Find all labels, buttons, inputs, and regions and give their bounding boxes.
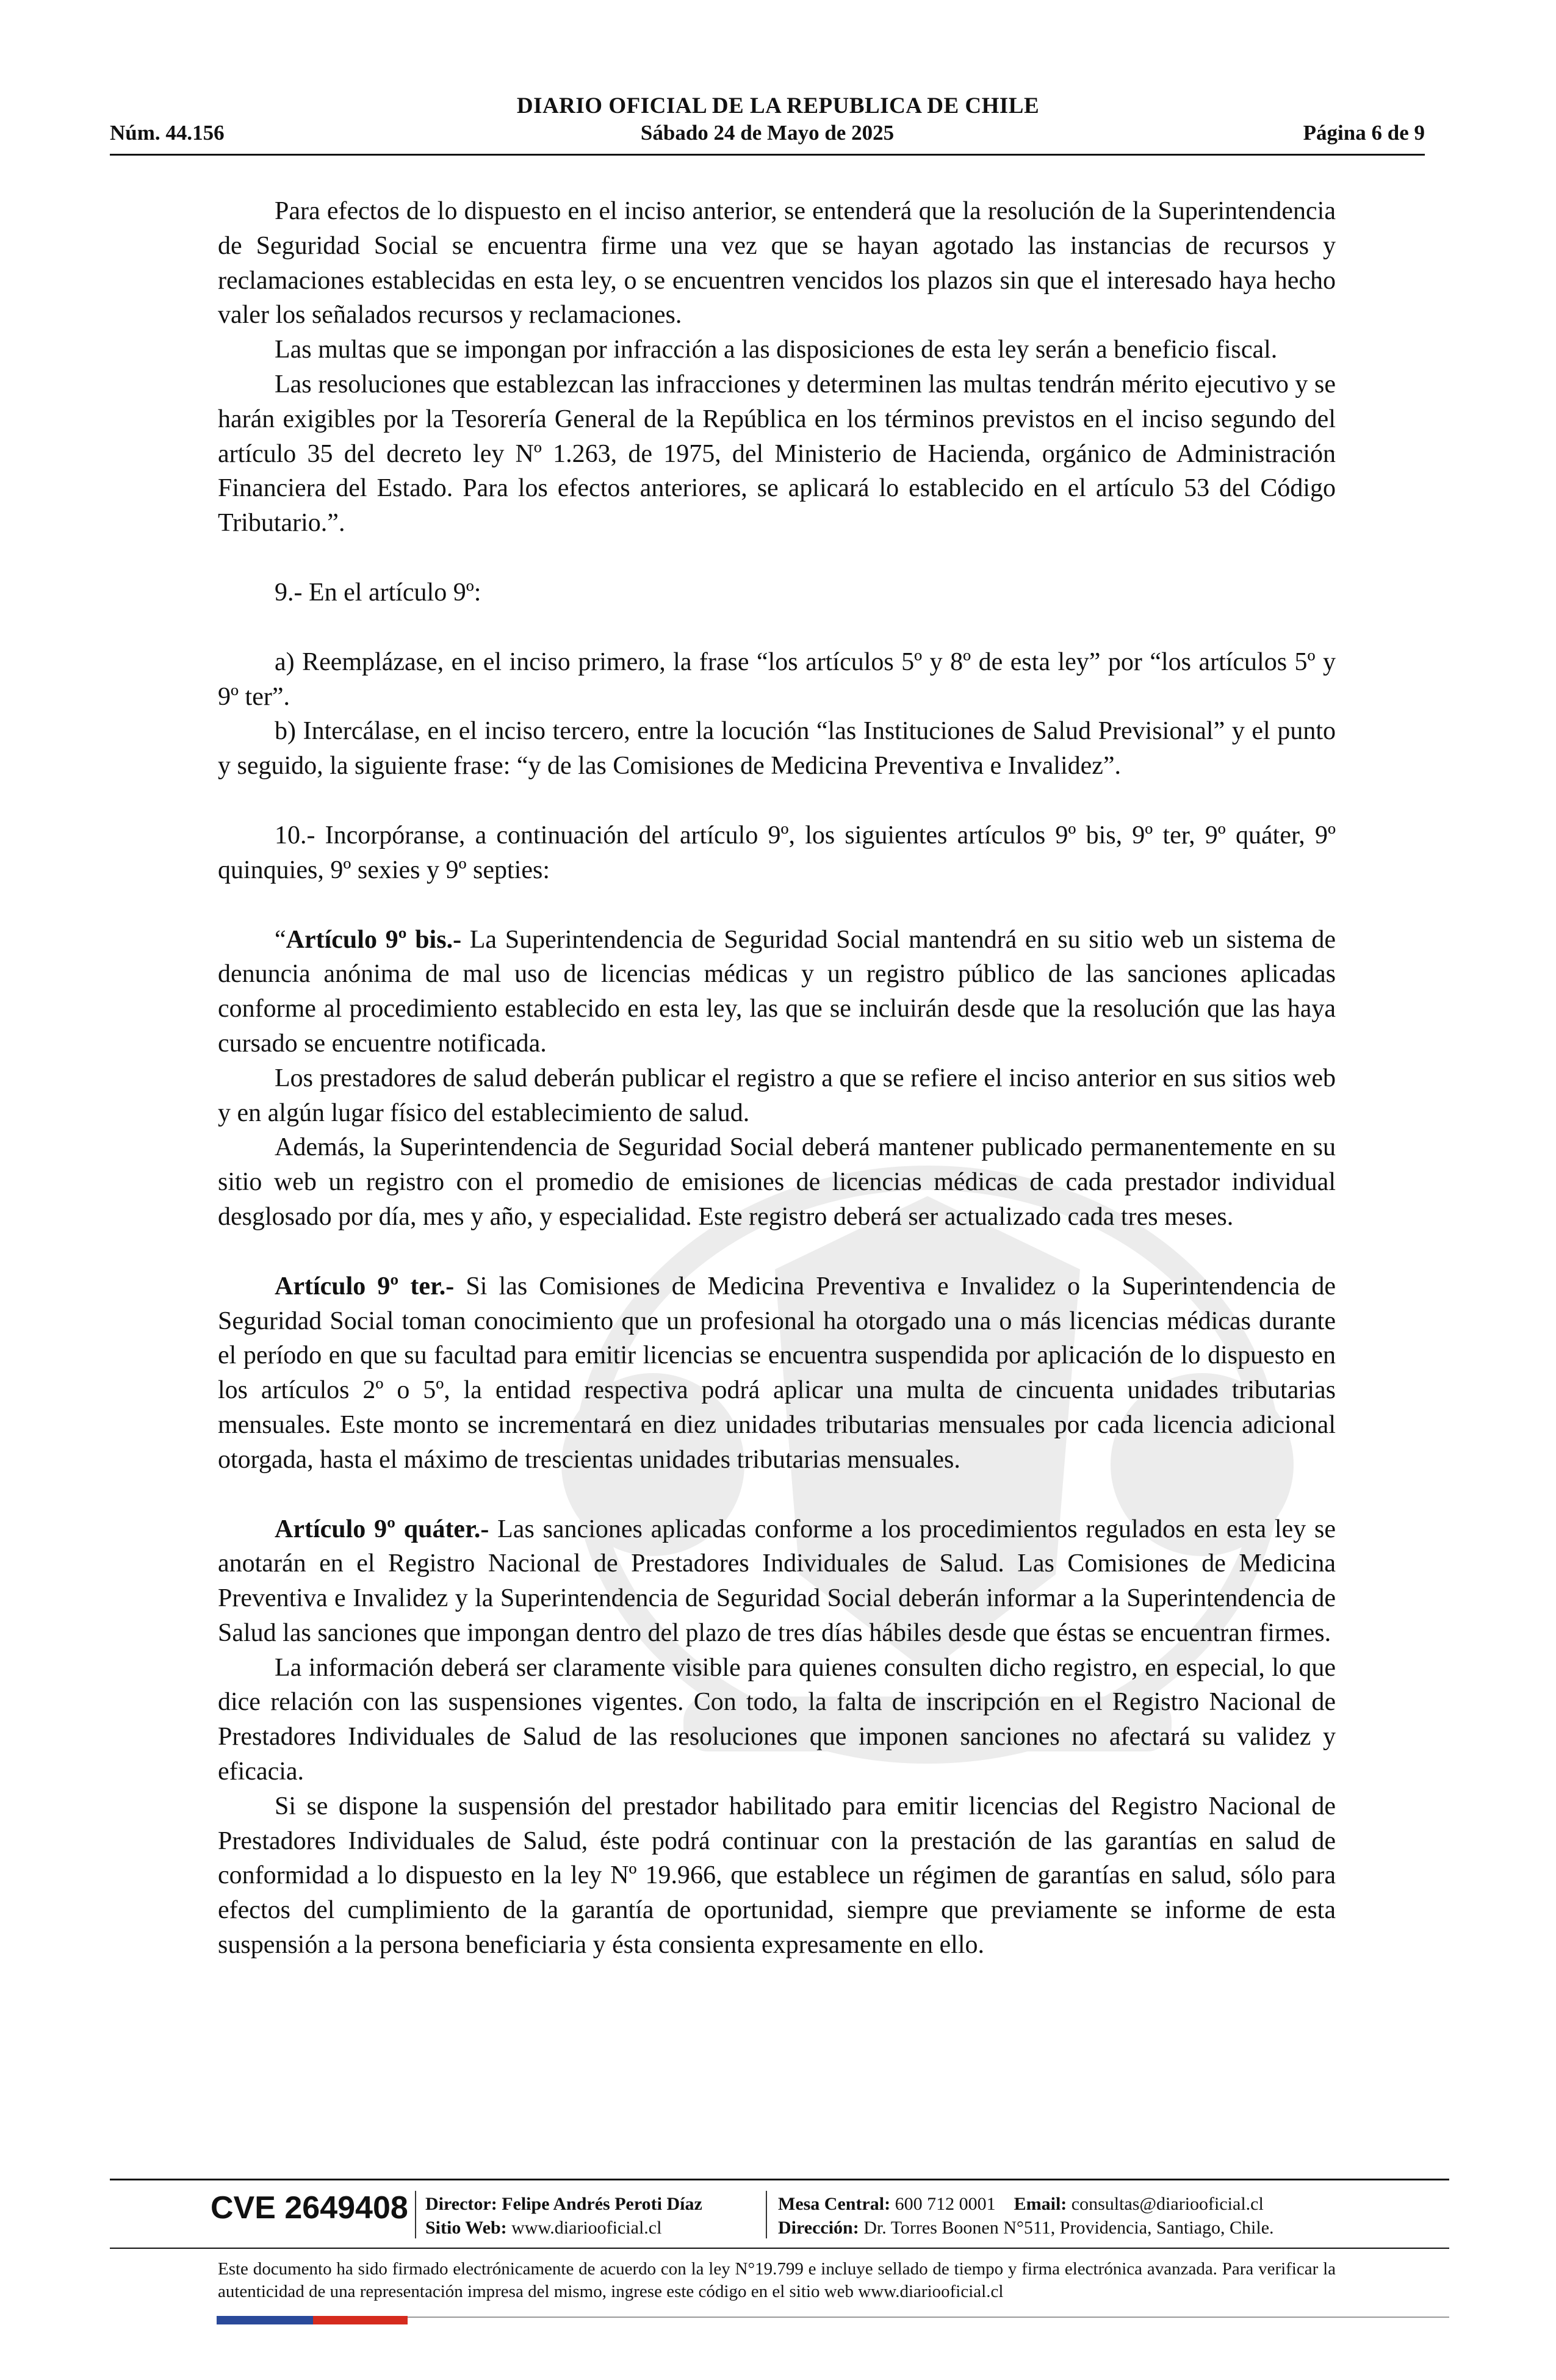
article-heading: Artículo 9º ter.- [275,1272,455,1300]
article-paragraph [218,923,1336,1061]
paragraph: Las resoluciones que establezcan las infracciones y determinen las multas tendrán mérito ejecutivo y se harán exigibles por la Tesorería General de la República en los términos previstos en el inciso segundo del artículo 35 del decreto ley Nº 1.263, de 1975, del Ministerio de Hacienda, orgánico de Administración Financiera del Estado. Para los efectos anteriores, se aplicará lo establecido en el artículo 53 del Código Tributario.”. [218,370,1336,538]
footer-divider-bottom [408,2317,1449,2318]
footer-director-block [425,2192,702,2240]
issue-date: Sábado 24 de Mayo de 2025 [640,121,895,145]
footer-separator [415,2191,416,2238]
website-link[interactable]: www.diariooficial.cl [511,2218,662,2238]
paragraph: a) Reemplázase, en el inciso primero, la frase “los artículos 5º y 8º de esta ley” por “los artículos 5º y 9º ter”. [218,647,1336,711]
document-body [218,194,1336,1963]
paragraph: Además, la Superintendencia de Seguridad Social deberá mantener publicado permanentemente en su sitio web un registro con el promedio de emisiones de licencias médicas de cada prestador individual desglosado por día, mes y año, y especialidad. Este registro deberá ser actualizado cada tres meses. [218,1133,1336,1231]
gazette-title: DIARIO OFICIAL DE LA REPUBLICA DE CHILE [516,93,1040,118]
article-heading: Artículo 9º bis.- [286,925,462,954]
flag-stripe-red [313,2316,408,2324]
article-heading: Artículo 9º quáter.- [275,1515,489,1543]
address-label: Dirección: [778,2218,859,2238]
cve-code: CVE 2649408 [211,2190,408,2226]
signature-note: Este documento ha sido firmado electrónicamente de acuerdo con la ley N°19.799 e incluye sellado de tiempo y firma electrónica avanzada. Para verificar la autenticidad de una representación impresa del mismo, ingrese este código en el sitio web www.diariooficial.cl [218,2259,1336,2301]
page-number: Página 6 de 9 [1303,121,1425,145]
paragraph: Las multas que se impongan por infracción a las disposiciones de esta ley serán a beneficio fiscal. [275,336,1278,364]
paragraph: b) Intercálase, en el inciso tercero, entre la locución “las Instituciones de Salud Previsional” y el punto y seguido, la siguiente frase: “y de las Comisiones de Medicina Preventiva e Invalidez”. [218,717,1336,781]
footer-separator [766,2191,767,2238]
article-paragraph [218,1512,1336,1651]
paragraph: 10.- Incorpóranse, a continuación del artículo 9º, los siguientes artículos 9º bis, 9º ter, 9º quáter, 9º quinquies, 9º sexies y 9º septies: [218,821,1336,884]
website-label: Sitio Web: [425,2218,507,2238]
footer-contact-block [778,2192,1274,2240]
article-text: La Superintendencia de Seguridad Social mantendrá en su sitio web un sistema de denuncia anónima de mal uso de licencias médicas y un registro público de las sanciones aplicadas conforme al procedimiento establecido en esta ley, las que se incluirán desde que la resolución que las haya cursado se encuentre notificada. [218,925,1336,1058]
paragraph: La información deberá ser claramente visible para quienes consulten dicho registro, en especial, lo que dice relación con las suspensiones vigentes. Con todo, la falta de inscripción en el Registro Nacional de Prestadores Individuales de Salud de las resoluciones que imponen sanciones no afectará su validez y eficacia. [218,1653,1336,1786]
footer-divider-middle [110,2248,1449,2249]
phone-number: 600 712 0001 [895,2194,996,2214]
email-label: Email: [1014,2194,1067,2214]
director-name: Felipe Andrés Peroti Díaz [502,2194,702,2214]
issue-number: Núm. 44.156 [110,121,225,145]
director-label: Director: [425,2194,497,2214]
phone-label: Mesa Central: [778,2194,891,2214]
article-paragraph [218,1269,1336,1477]
article-text: Si las Comisiones de Medicina Preventiva e Invalidez o la Superintendencia de Seguridad Social toman conocimiento que un profesional ha otorgado una o más licencias médicas durante el período en que su facultad para emitir licencias se encuentra suspendida por aplicación de lo dispuesto en los artículos 2º o 5º, la entidad respectiva podrá aplicar una multa de cincuenta unidades tributarias mensuales. Este monto se incrementará en diez unidades tributarias mensuales por cada licencia adicional otorgada, hasta el máximo de trescientas unidades tributarias mensuales. [218,1272,1336,1474]
paragraph: Para efectos de lo dispuesto en el inciso anterior, se entenderá que la resolución de la Superintendencia de Seguridad Social se encuentra firme una vez que se hayan agotado las instancias de recursos y reclamaciones establecidas en esta ley, o se encuentren vencidos los plazos sin que el interesado haya hecho valer los señalados recursos y reclamaciones. [218,197,1336,330]
open-quote: “ [275,925,286,954]
paragraph: Los prestadores de salud deberán publicar el registro a que se refiere el inciso anterior en sus sitios web y en algún lugar físico del establecimiento de salud. [218,1064,1336,1127]
address-value: Dr. Torres Boonen N°511, Providencia, Santiago, Chile. [863,2218,1274,2238]
email-link[interactable]: consultas@diariooficial.cl [1071,2194,1264,2214]
section-heading: 9.- En el artículo 9º: [275,578,481,607]
paragraph: Si se dispone la suspensión del prestador habilitado para emitir licencias del Registro Nacional de Prestadores Individuales de Salud, éste podrá continuar con la prestación de las garantías en salud de conformidad a lo dispuesto en la ley Nº 19.966, que establece un régimen de garantías en salud, sólo para efectos del cumplimiento de la garantía de oportunidad, siempre que previamente se informe de esta suspensión a la persona beneficiaria y ésta consienta expresamente en ello. [218,1792,1336,1960]
flag-stripe-blue [217,2316,313,2324]
footer-divider-top [110,2179,1449,2180]
article-text: Las sanciones aplicadas conforme a los procedimientos regulados en esta ley se anotarán en el Registro Nacional de Prestadores Individuales de Salud. Las Comisiones de Medicina Preventiva e Invalidez y la Superintendencia de Seguridad Social deberán informar a la Superintendencia de Salud las sanciones que impongan dentro del plazo de tres días hábiles desde que éstas se encuentran firmes. [218,1515,1336,1647]
header-row [110,121,1425,148]
header-divider [110,154,1425,156]
